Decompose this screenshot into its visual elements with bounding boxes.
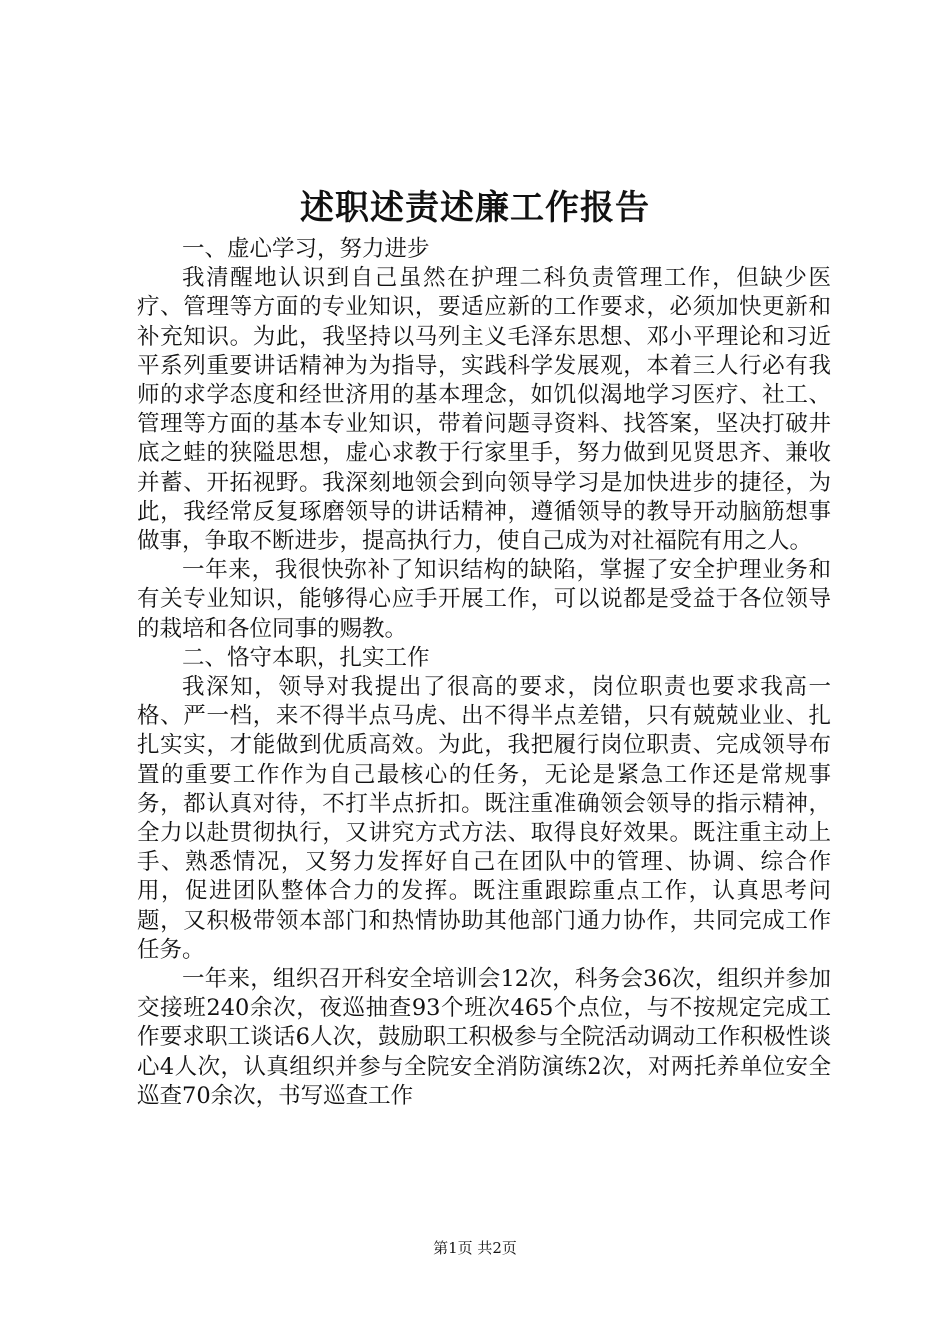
section-heading-2: 二、恪守本职，扎实工作 bbox=[182, 644, 430, 671]
section-heading-1: 一、虚心学习，努力进步 bbox=[182, 236, 430, 262]
document-title: 述职述责述廉工作报告 bbox=[300, 188, 650, 228]
paragraph-4: 一年来，组织召开科安全培训会12次，科务会36次，组织并参加交接班240余次，夜巡抽查93个班次465个点位，与不按规定完成工作要求职工谈话6人次，鼓励职工积极参与全院活动调动工作积极性谈心4人次，认真组织并参与全院安全消防演练2次，对两托养单位安全巡查70余次，书写巡查工作 bbox=[137, 966, 831, 1109]
paragraph-1: 我清醒地认识到自己虽然在护理二科负责管理工作，但缺少医疗、管理等方面的专业知识，要适应新的工作要求，必须加快更新和补充知识。为此，我坚持以马列主义毛泽东思想、邓小平理论和习近平系列重要讲话精神为为指导，实践科学发展观，本着三人行必有我师的求学态度和经世济用的基本理念，如饥似渴地学习医疗、社工、管理等方面的基本专业知识，带着问题寻资料、找答案，坚决打破井底之蛙的狭隘思想，虚心求教于行家里手，努力做到见贤思齐、兼收并蓄、开拓视野。我深刻地领会到向领导学习是加快进步的捷径，为此，我经常反复琢磨领导的讲话精神，遵循领导的教导开动脑筋想事做事，争取不断进步，提高执行力，使自己成为对社福院有用之人。 bbox=[137, 265, 831, 555]
page-footer: 第1页 共2页 bbox=[433, 1239, 517, 1257]
document-body bbox=[137, 235, 831, 1111]
paragraph-2: 一年来，我很快弥补了知识结构的缺陷，掌握了安全护理业务和有关专业知识，能够得心应手开展工作，可以说都是受益于各位领导的栽培和各位同事的赐教。 bbox=[137, 557, 831, 642]
paragraph-3: 我深知，领导对我提出了很高的要求，岗位职责也要求我高一格、严一档，来不得半点马虎、出不得半点差错，只有兢兢业业、扎扎实实，才能做到优质高效。为此，我把履行岗位职责、完成领导布置的重要工作作为自己最核心的任务，无论是紧急工作还是常规事务，都认真对待，不打半点折扣。既注重准确领会领导的指示精神，全力以赴贯彻执行，又讲究方式方法、取得良好效果。既注重主动上手、熟悉情况，又努力发挥好自己在团队中的管理、协调、综合作用，促进团队整体合力的发挥。既注重跟踪重点工作，认真思考问题，又积极带领本部门和热情协助其他部门通力协作，共同完成工作任务。 bbox=[137, 674, 831, 963]
